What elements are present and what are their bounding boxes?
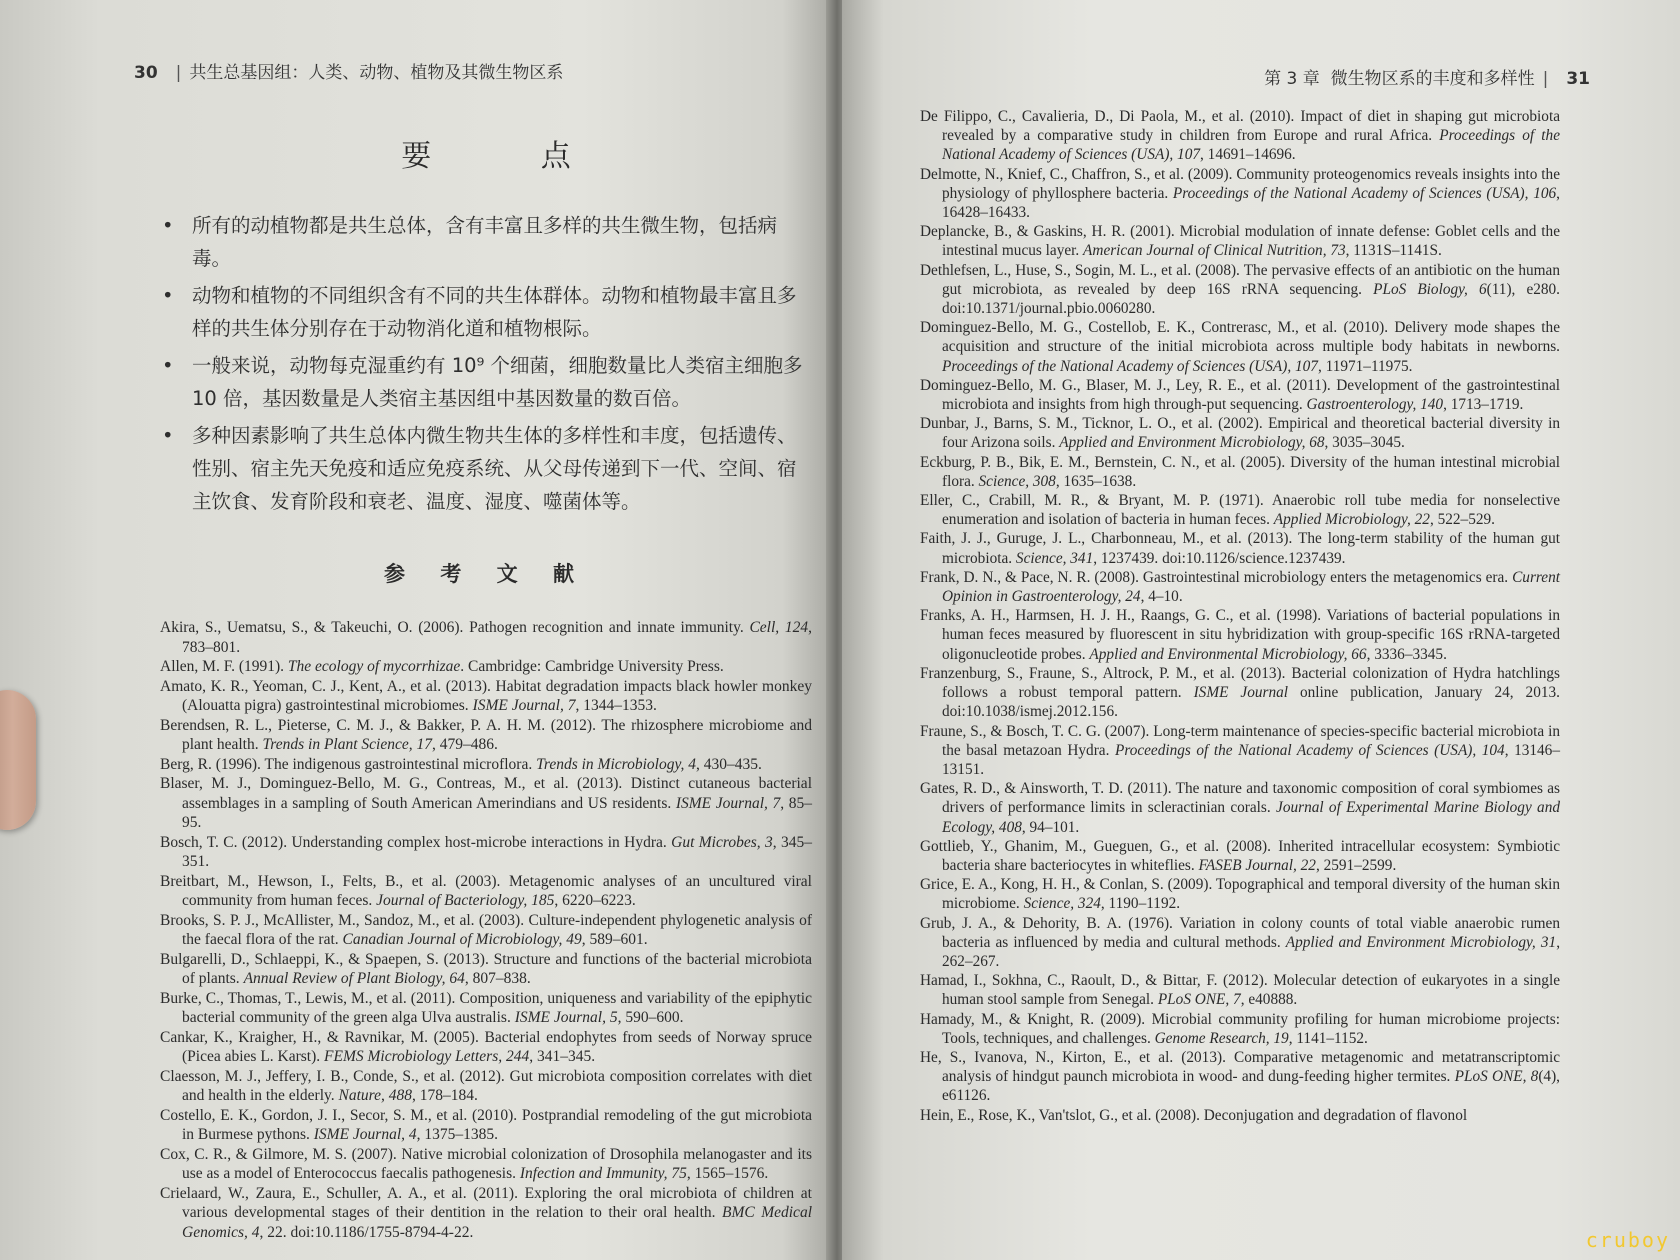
reference-pages: , 1237439. doi:10.1126/science.1237439. — [1093, 549, 1346, 567]
right-running-head: 第 3 章 微生物区系的丰度和多样性 | 31 — [1264, 69, 1590, 89]
right-page-number: 31 — [1566, 69, 1590, 89]
reference-text: Cankar, K., Kraigher, H., & Ravnikar, M. (2005). Bacterial endophytes from seeds of Norway spruce (Picea abies L. Karst). — [160, 1028, 812, 1065]
reference-text: Dunbar, J., Barns, S. M., Ticknor, L. O., et al. (2002). Empirical and theoretical bacterial diversity in four Arizona soils. — [920, 415, 1560, 452]
reference-entry — [920, 318, 1560, 376]
reference-journal: ISME Journal, 5 — [514, 1009, 618, 1026]
reference-pages: , 590–600. — [617, 1009, 684, 1026]
reference-entry — [160, 1028, 812, 1067]
reference-pages: , 22. doi:10.1186/1755-8794-4-22. — [259, 1223, 474, 1241]
reference-text: Fraune, S., & Bosch, T. C. G. (2007). Long-term maintenance of species-specific bacterial microbiota in the basal metazoan Hydra. — [920, 722, 1560, 759]
left-page-number: 30 — [134, 63, 158, 83]
reference-journal: BMC Medical Genomics, 4 — [182, 1204, 812, 1241]
reference-entry — [920, 914, 1560, 972]
reference-journal: Proceedings of the National Academy of Sciences (USA), 104 — [1114, 741, 1505, 759]
reference-journal: Gastroenterology, 140 — [1306, 396, 1444, 414]
reference-entry — [160, 1184, 812, 1243]
reference-text: Grub, J. A., & Dehority, B. A. (1976). Variation in colony counts of total viable anaerobic rumen bacteria as influenced by media and cultural methods. — [920, 914, 1560, 951]
reference-pages: , 3336–3345. — [1366, 645, 1447, 663]
reference-entry — [920, 261, 1560, 319]
reference-entry — [160, 989, 812, 1028]
bullet-icon: • — [162, 424, 174, 447]
bullet-icon: • — [162, 214, 174, 237]
reference-entry — [920, 107, 1560, 165]
reference-text: Burke, C., Thomas, T., Lewis, M., et al. (2011). Composition, uniqueness and variability of the epiphytic bacterial community of the green alga Ulva australis. — [160, 989, 812, 1026]
left-page — [0, 0, 832, 1260]
bullet-icon: • — [162, 354, 174, 377]
reference-journal: American Journal of Clinical Nutrition, 73 — [1083, 242, 1346, 260]
reference-entry — [920, 491, 1560, 529]
reference-pages: , 1565–1576. — [686, 1165, 769, 1182]
reference-entry — [920, 414, 1560, 452]
right-running-title: 微生物区系的丰度和多样性 — [1330, 69, 1535, 89]
left-references-list — [160, 618, 812, 1242]
key-point — [162, 419, 812, 518]
reference-journal: ISME Journal — [1193, 684, 1288, 702]
reference-pages: , 1131S–1141S. — [1345, 242, 1442, 260]
reference-entry — [160, 1067, 812, 1106]
reference-text: Bosch, T. C. (2012). Understanding complex host-microbe interactions in Hydra. — [160, 833, 672, 851]
key-point-text: 动物和植物的不同组织含有不同的共生体群体。动物和植物最丰富且多样的共生体分别存在于动物消化道和植物根际。 — [192, 284, 797, 340]
reference-entry — [160, 950, 812, 989]
reference-journal: PLoS ONE, 8 — [1454, 1068, 1539, 1086]
reference-text: Costello, E. K., Gordon, J. I., Secor, S. M., et al. (2010). Postprandial remodeling of the gut microbiota in Burmese pythons. — [160, 1106, 812, 1143]
reference-entry — [920, 376, 1560, 414]
reference-pages: , 13146–13151. — [942, 741, 1560, 778]
reference-entry — [920, 606, 1560, 664]
reference-pages: , 85–95. — [182, 794, 813, 831]
reference-journal: Journal of Experimental Marine Biology and Ecology, 408 — [942, 799, 1560, 836]
reference-entry — [920, 722, 1560, 780]
reference-text: Hamady, M., & Knight, R. (2009). Microbial community profiling for human microbiome projects: Tools, techniques, and challenges. — [920, 1010, 1560, 1047]
reference-text: Gottlieb, Y., Ghanim, M., Gueguen, G., et al. (2008). Inherited intracellular ecosystem: Symbiotic bacteria share bacteriocytes in whiteflies. — [920, 837, 1560, 874]
reference-journal: PLoS Biology, 6 — [1373, 280, 1487, 298]
reference-pages: , 1141–1152. — [1288, 1029, 1368, 1047]
references-heading: 参 考 文 献 — [384, 562, 588, 586]
reference-journal: Proceedings of the National Academy of Sciences (USA), 107 — [942, 357, 1318, 375]
reference-entry — [920, 837, 1560, 875]
reference-entry — [160, 872, 812, 911]
reference-pages: , 1375–1385. — [416, 1126, 499, 1143]
reference-text: Allen, M. F. (1991). — [160, 658, 288, 675]
reference-journal: Science, 308 — [978, 472, 1056, 490]
thumb-photo — [0, 690, 36, 830]
reference-journal: PLoS ONE, 7 — [1157, 991, 1241, 1009]
reference-text: Cox, C. R., & Gilmore, M. S. (2007). Native microbial colonization of Drosophila melanogaster and its use as a model of Enterococcus faecalis pathogenesis. — [160, 1145, 812, 1182]
reference-journal: The ecology of mycorrhizae — [287, 658, 461, 675]
key-points-heading: 要 点 — [401, 139, 621, 174]
reference-journal: Cell, 124 — [749, 619, 809, 636]
reference-text: Amato, K. R., Yeoman, C. J., Kent, A., et al. (2013). Habitat degradation impacts black howler monkey (Alouatta pigra) gastrointestinal microbiomes. — [160, 677, 812, 714]
bullet-icon: • — [162, 284, 174, 307]
reference-entry — [160, 911, 812, 950]
reference-pages: , 522–529. — [1429, 511, 1495, 529]
reference-text: Delmotte, N., Knief, C., Chaffron, S., et al. (2009). Community proteogenomics reveals insights into the physiology of phyllosphere bacteria. — [920, 165, 1560, 202]
reference-entry — [920, 529, 1560, 567]
reference-pages: , 1713–1719. — [1443, 396, 1524, 414]
reference-journal: Annual Review of Plant Biology, 64 — [243, 970, 465, 987]
reference-journal: Applied and Environment Microbiology, 31 — [1285, 933, 1557, 951]
reference-journal: FASEB Journal, 22 — [1198, 856, 1316, 874]
chapter-label: 第 3 章 — [1264, 69, 1320, 89]
reference-pages: (11), e280. doi:10.1371/journal.pbio.0060280. — [942, 280, 1561, 318]
reference-entry — [160, 755, 812, 775]
reference-text: Dethlefsen, L., Huse, S., Sogin, M. L., et al. (2008). The pervasive effects of an antibiotic on the human gut microbiota, as revealed by deep 16S rRNA sequencing. — [920, 261, 1560, 298]
reference-pages: , 2591–2599. — [1315, 856, 1397, 874]
reference-pages: , 807–838. — [464, 970, 531, 987]
reference-pages: , 345–351. — [182, 833, 813, 870]
reference-text: Berendsen, R. L., Pieterse, C. M. J., & Bakker, P. A. H. M. (2012). The rhizosphere microbiome and plant health. — [160, 716, 812, 753]
reference-pages: , e40888. — [1240, 991, 1298, 1009]
reference-text: Franks, A. H., Harmsen, H. J. H., Raangs, G. C., et al. (1998). Variations of bacterial populations in human feces measured by fluorescent in situ hybridization with group-specific 16S rRNA-targeted oligonucleotide probes. — [920, 607, 1560, 663]
reference-journal: Infection and Immunity, 75 — [519, 1165, 687, 1182]
left-running-title: 共生总基因组：人类、动物、植物及其微生物区系 — [189, 63, 564, 83]
reference-entry — [160, 774, 812, 833]
reference-journal: Trends in Microbiology, 4 — [536, 755, 696, 773]
reference-journal: FEMS Microbiology Letters, 244 — [324, 1048, 530, 1065]
reference-entry — [920, 1048, 1560, 1106]
reference-entry — [160, 1106, 812, 1145]
reference-entry — [920, 1106, 1560, 1125]
reference-pages: , 1635–1638. — [1055, 472, 1137, 490]
reference-pages: online publication, January 24, 2013. doi:10.1038/ismej.2012.156. — [942, 684, 1560, 721]
left-running-head: 30 | 共生总基因组：人类、动物、植物及其微生物区系 — [134, 63, 564, 83]
reference-journal: Nature, 488 — [338, 1087, 413, 1104]
reference-pages: , 16428–16433. — [942, 184, 1560, 222]
watermark: cruboy — [1585, 1228, 1670, 1252]
reference-text: Gates, R. D., & Ainsworth, T. D. (2011). The nature and taxonomic composition of coral symbiomes as drivers of performance limits in scleractinian corals. — [920, 780, 1560, 817]
reference-journal: Applied and Environmental Microbiology, 66 — [1089, 645, 1367, 663]
reference-pages: , 589–601. — [581, 931, 648, 948]
reference-pages: (4), e61126. — [942, 1068, 1560, 1105]
reference-text: De Filippo, C., Cavalieria, D., Di Paola, M., et al. (2010). Impact of diet in shaping gut microbiota revealed by a comparative study in children from Europe and rural Africa. — [920, 108, 1560, 145]
reference-entry — [160, 716, 812, 755]
reference-text: Bulgarelli, D., Schlaeppi, K., & Spaepen, S. (2013). Structure and functions of the bacterial microbiota of plants. — [160, 950, 812, 987]
reference-text: Akira, S., Uematsu, S., & Takeuchi, O. (2006). Pathogen recognition and innate immunity. — [160, 619, 750, 636]
reference-text: Frank, D. N., & Pace, N. R. (2008). Gastrointestinal microbiology enters the metagenomics era. — [920, 568, 1513, 586]
key-points-list — [160, 209, 812, 518]
reference-journal: Science, 324 — [1023, 895, 1101, 913]
reference-pages: , 430–435. — [696, 755, 762, 773]
key-point-text: 一般来说，动物每克湿重约有 10⁹ 个细菌，细胞数量比人类宿主细胞多 10 倍，基因数量是人类宿主基因组中基因数量的数百倍。 — [192, 354, 803, 410]
reference-journal: Genome Research, 19 — [1154, 1029, 1289, 1047]
reference-journal: ISME Journal, 7 — [675, 794, 781, 812]
reference-entry — [920, 222, 1560, 260]
reference-text: Hein, E., Rose, K., Van'tslot, G., et al. (2008). Deconjugation and degradation of flavonol — [920, 1106, 1468, 1124]
reference-text: Grice, E. A., Kong, H. H., & Conlan, S. (2009). Topographical and temporal diversity of the human skin microbiome. — [920, 876, 1560, 913]
reference-text: Brooks, S. P. J., McAllister, M., Sandoz, M., et al. (2003). Culture-independent phylogenetic analysis of the faecal flora of the rat. — [160, 911, 812, 948]
reference-entry — [920, 1010, 1560, 1048]
reference-text: Hamad, I., Sokhna, C., Raoult, D., & Bittar, F. (2012). Molecular detection of eukaryotes in a single human stool sample from Senegal. — [920, 972, 1560, 1009]
reference-journal: Gut Microbes, 3 — [671, 833, 773, 851]
reference-pages: , 1344–1353. — [575, 697, 657, 714]
reference-pages: , 479–486. — [431, 736, 498, 753]
key-point — [162, 209, 812, 275]
reference-text: Dominguez-Bello, M. G., Costellob, E. K., Contrerasc, M., et al. (2010). Delivery mode shapes the acquisition and structure of the initial microbiota across multiple body habitats in newborns. — [920, 319, 1560, 356]
reference-journal: Proceedings of the National Academy of Sciences (USA), 106 — [1172, 184, 1557, 202]
reference-journal: Canadian Journal of Microbiology, 49 — [342, 931, 582, 948]
reference-entry — [160, 833, 812, 872]
key-point-text: 所有的动植物都是共生总体，含有丰富且多样的共生微生物，包括病毒。 — [192, 214, 778, 270]
reference-text: Franzenburg, S., Fraune, S., Altrock, P. M., et al. (2013). Bacterial colonization of Hydra hatchlings follows a robust temporal pattern. — [920, 664, 1560, 702]
reference-text: Crielaard, W., Zaura, E., Schuller, A. A., et al. (2011). Exploring the oral microbiota of children at various developmental stages of their dentition in the relation to their oral health. — [160, 1184, 812, 1221]
reference-text: Blaser, M. J., Dominguez-Bello, M. G., Contreas, M., et al. (2013). Distinct cutaneous bacterial assemblages in a sampling of South American Amerindians and US residents. — [160, 775, 812, 812]
key-point — [162, 279, 812, 345]
reference-entry — [920, 875, 1560, 913]
reference-journal: Current Opinion in Gastroenterology, 24 — [942, 568, 1560, 606]
reference-journal: ISME Journal, 7 — [472, 697, 576, 714]
reference-entry — [160, 657, 812, 677]
reference-pages: , 94–101. — [1021, 818, 1080, 836]
reference-journal: Proceedings of the National Academy of Sciences (USA), 107 — [942, 127, 1560, 164]
reference-text: Faith, J. J., Guruge, J. L., Charbonneau, M., et al. (2013). The long-term stability of the human gut microbiota. — [920, 530, 1560, 567]
reference-entry — [160, 618, 812, 657]
reference-text: Berg, R. (1996). The indigenous gastrointestinal microflora. — [160, 755, 537, 773]
reference-journal: Applied Microbiology, 22 — [1273, 511, 1430, 529]
right-references-list — [920, 107, 1560, 1125]
reference-journal: ISME Journal, 4 — [313, 1126, 417, 1143]
key-point — [162, 349, 812, 415]
reference-journal: Applied and Environment Microbiology, 68 — [1059, 434, 1325, 452]
reference-pages: , 3035–3045. — [1324, 434, 1405, 452]
reference-text: Eckburg, P. B., Bik, E. M., Bernstein, C. N., et al. (2005). Diversity of the human intestinal microbial flora. — [920, 453, 1560, 490]
reference-pages: , 1190–1192. — [1100, 895, 1181, 913]
reference-pages: . Cambridge: Cambridge University Press. — [460, 658, 724, 675]
reference-pages: , 6220–6223. — [554, 892, 636, 909]
reference-text: Deplancke, B., & Gaskins, H. R. (2001). Microbial modulation of innate defense: Goblet cells and the intestinal mucus layer. — [920, 223, 1560, 260]
reference-text: Claesson, M. J., Jeffery, I. B., Conde, S., et al. (2012). Gut microbiota composition correlates with diet and health in the elderly. — [160, 1067, 812, 1104]
reference-text: Breitbart, M., Hewson, I., Felts, B., et al. (2003). Metagenomic analyses of an uncultured viral community from human feces. — [160, 872, 812, 909]
reference-entry — [920, 165, 1560, 223]
reference-text: He, S., Ivanova, N., Kirton, E., et al. (2013). Comparative metagenomic and metatranscriptomic analysis of hindgut paunch microbiota in wood- and dung-feeding higher termites. — [920, 1048, 1560, 1086]
right-page — [842, 0, 1680, 1260]
reference-pages: , 4–10. — [1140, 588, 1183, 606]
reference-entry — [920, 779, 1560, 837]
reference-entry — [920, 664, 1560, 722]
key-point-text: 多种因素影响了共生总体内微生物共生体的多样性和丰度，包括遗传、性别、宿主先天免疫和适应免疫系统、从父母传递到下一代、空间、宿主饮食、发育阶段和衰老、温度、湿度、噬菌体等。 — [192, 424, 797, 513]
reference-journal: Science, 341 — [1015, 549, 1094, 567]
reference-text: Dominguez-Bello, M. G., Blaser, M. J., Ley, R. E., et al. (2011). Development of the gastrointestinal microbiota and insights from high through-put sequencing. — [920, 376, 1560, 414]
reference-journal: Trends in Plant Science, 17 — [262, 736, 432, 753]
reference-entry — [920, 971, 1560, 1009]
reference-pages: , 341–345. — [529, 1048, 596, 1065]
reference-journal: Journal of Bacteriology, 185 — [376, 892, 555, 909]
reference-entry — [160, 677, 812, 716]
reference-pages: , 178–184. — [412, 1087, 478, 1104]
reference-entry — [160, 1145, 812, 1184]
reference-entry — [920, 568, 1560, 606]
reference-pages: , 262–267. — [942, 933, 1561, 970]
reference-pages: , 14691–14696. — [1200, 146, 1296, 164]
reference-pages: , 783–801. — [182, 619, 812, 656]
reference-entry — [920, 453, 1560, 491]
reference-text: Eller, C., Crabill, M. R., & Bryant, M. P. (1971). Anaerobic roll tube media for nonselective enumeration and isolation of bacteria in human feces. — [920, 492, 1560, 529]
reference-pages: , 11971–11975. — [1317, 357, 1413, 375]
